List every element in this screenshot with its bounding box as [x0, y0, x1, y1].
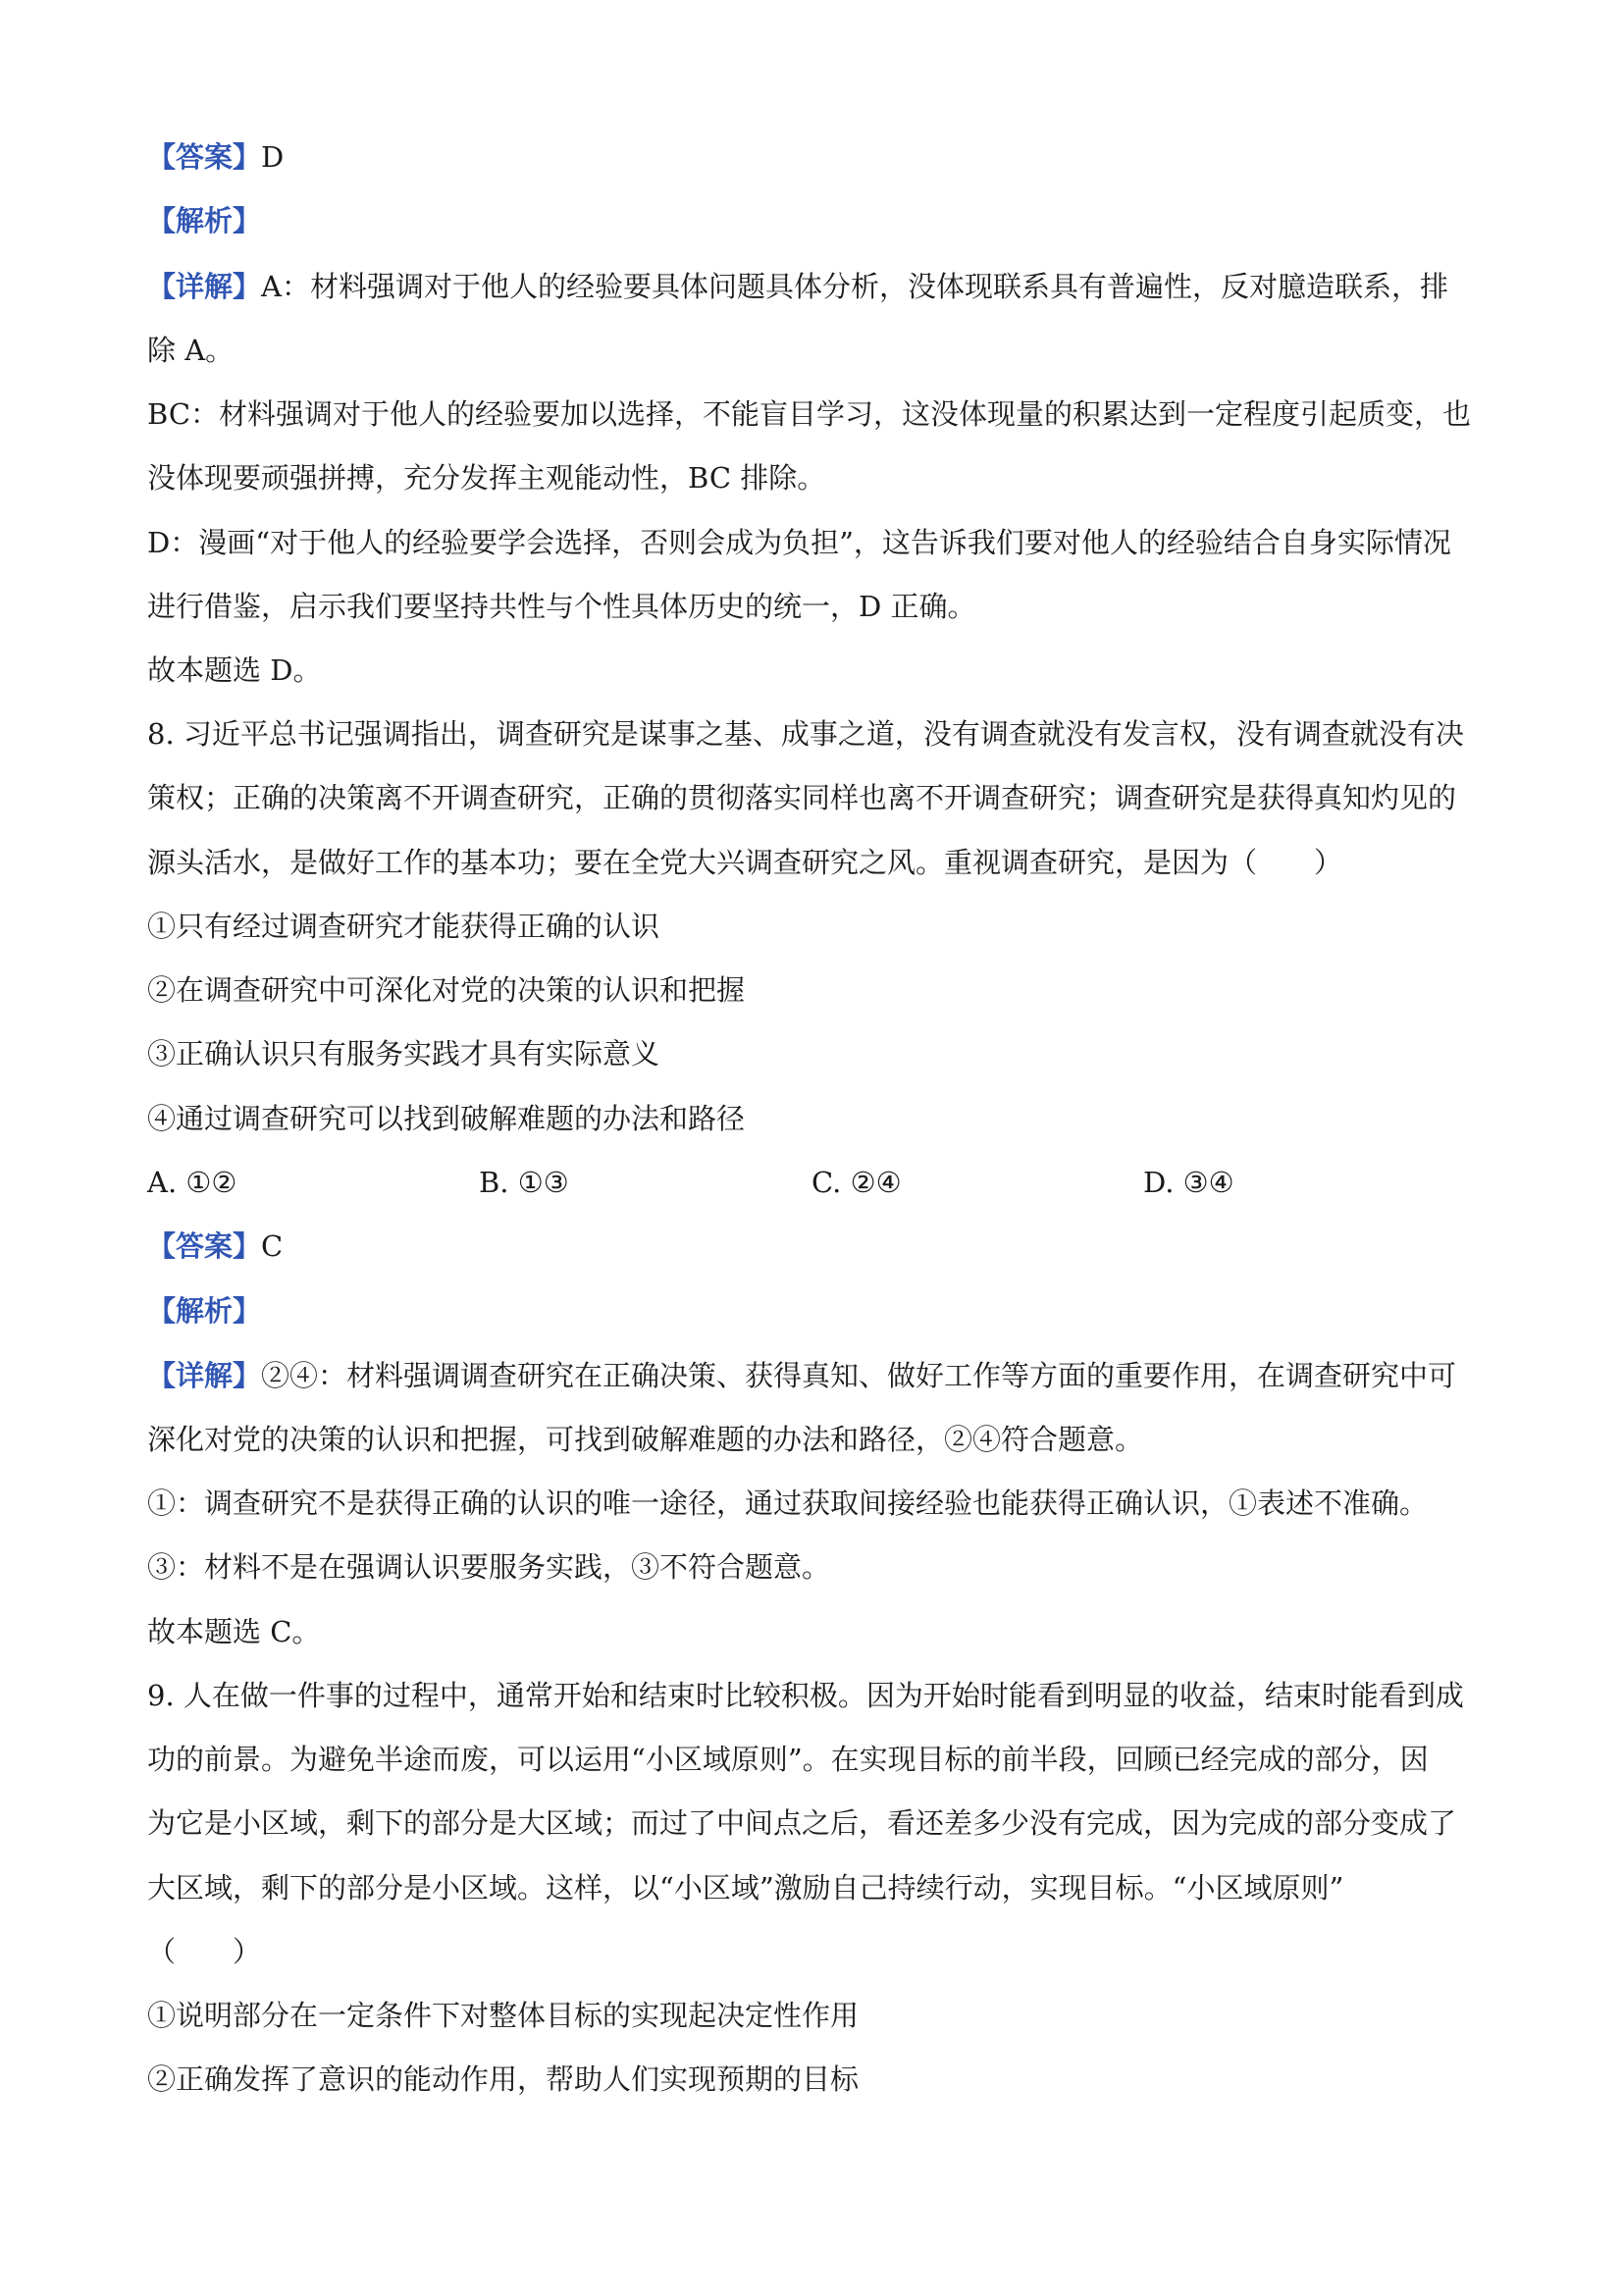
line-text: ①：调查研究不是获得正确的认识的唯一途径，通过获取间接经验也能获得正确认识，①表述不准确。 — [147, 1487, 1429, 1520]
choice-option: D. ③④ — [1143, 1166, 1234, 1199]
line-text: ③正确认识只有服务实践才具有实际意义 — [147, 1037, 660, 1070]
text-line — [147, 1484, 1486, 1523]
line-text: BC：材料强调对于他人的经验要加以选择，不能盲目学习，这没体现量的积累达到一定程度引起质变，也 — [147, 397, 1472, 431]
text-line — [147, 1868, 1486, 1907]
labeled-line — [147, 267, 1486, 306]
line-text: ②正确发挥了意识的能动作用，帮助人们实现预期的目标 — [147, 2062, 860, 2096]
section-tag: 【答案】 — [147, 1229, 262, 1263]
line-text: 深化对党的决策的认识和把握，可找到破解难题的办法和路径，②④符合题意。 — [147, 1423, 1144, 1456]
text-line — [147, 1996, 1486, 2035]
line-text: ②④：材料强调调查研究在正确决策、获得真知、做好工作等方面的重要作用，在调查研究中可 — [261, 1359, 1457, 1392]
line-text: 策权；正确的决策离不开调查研究，正确的贯彻落实同样也离不开调查研究；调查研究是获得真知灼见的 — [147, 781, 1457, 814]
text-line — [147, 394, 1486, 434]
section-tag: 【解析】 — [147, 1294, 262, 1328]
line-text: ②在调查研究中可深化对党的决策的认识和把握 — [147, 973, 746, 1007]
line-text: ①说明部分在一定条件下对整体目标的实现起决定性作用 — [147, 1999, 860, 2032]
text-line — [147, 651, 1486, 690]
text-line — [147, 458, 1486, 497]
section-tag: 【解析】 — [147, 204, 262, 237]
line-text: ①只有经过调查研究才能获得正确的认识 — [147, 910, 660, 943]
text-line — [147, 970, 1486, 1010]
text-line — [147, 1547, 1486, 1587]
line-text: 除 A。 — [147, 334, 235, 367]
line-text: 源头活水，是做好工作的基本功；要在全党大兴调查研究之风。重视调查研究，是因为（ ） — [147, 846, 1343, 879]
text-line — [147, 523, 1486, 562]
labeled-line — [147, 201, 1486, 240]
text-line — [147, 1420, 1486, 1459]
line-text: 8. 习近平总书记强调指出，调查研究是谋事之基、成事之道，没有调查就没有发言权，没有调查就没有决 — [147, 717, 1464, 751]
text-line — [147, 1740, 1486, 1779]
line-text: 9. 人在做一件事的过程中，通常开始和结束时比较积极。因为开始时能看到明显的收益，结束时能看到成 — [147, 1679, 1464, 1712]
labeled-line — [147, 1291, 1486, 1331]
labeled-line — [147, 1356, 1486, 1395]
labeled-line — [147, 1226, 1486, 1266]
line-text: ④通过调查研究可以找到破解难题的办法和路径 — [147, 1102, 746, 1135]
line-text: D — [261, 140, 285, 174]
line-text: 故本题选 C。 — [147, 1615, 321, 1648]
text-line — [147, 1932, 1486, 1971]
line-text: A：材料强调对于他人的经验要具体问题具体分析，没体现联系具有普遍性，反对臆造联系，排 — [261, 270, 1448, 303]
line-text: 故本题选 D。 — [147, 653, 322, 687]
section-tag: 【详解】 — [147, 270, 262, 303]
text-line — [147, 714, 1486, 754]
line-text: 没体现要顽强拼搏，充分发挥主观能动性，BC 排除。 — [147, 461, 826, 495]
section-tag: 【详解】 — [147, 1359, 262, 1392]
text-line — [147, 907, 1486, 946]
text-line — [147, 1034, 1486, 1073]
line-text: 为它是小区域，剩下的部分是大区域；而过了中间点之后，看还差多少没有完成，因为完成的部分变成了 — [147, 1806, 1457, 1840]
line-text: 功的前景。为避免半途而废，可以运用“小区域原则”。在实现目标的前半段，回顾已经完成的部分，因 — [147, 1743, 1429, 1776]
choice-option: A. ①② — [147, 1166, 237, 1199]
line-text: 大区域，剩下的部分是小区域。这样，以“小区域”激励自己持续行动，实现目标。“小区域原则” — [147, 1871, 1344, 1905]
text-line — [147, 331, 1486, 370]
text-line — [147, 778, 1486, 817]
labeled-line — [147, 137, 1486, 177]
line-text: D：漫画“对于他人的经验要学会选择，否则会成为负担”，这告诉我们要对他人的经验结合自身实际情况 — [147, 526, 1451, 559]
line-text: （ ） — [147, 1935, 262, 1968]
text-line — [147, 1803, 1486, 1843]
line-text: C — [261, 1229, 284, 1263]
text-line — [147, 843, 1486, 882]
section-tag: 【答案】 — [147, 140, 262, 174]
choice-option: C. ②④ — [812, 1166, 902, 1199]
line-text: 进行借鉴，启示我们要坚持共性与个性具体历史的统一，D 正确。 — [147, 590, 976, 623]
choice-option: B. ①③ — [479, 1166, 569, 1199]
text-line — [147, 587, 1486, 626]
text-line — [147, 1612, 1486, 1651]
line-text: ③：材料不是在强调认识要服务实践，③不符合题意。 — [147, 1550, 831, 1584]
text-line — [147, 1676, 1486, 1715]
text-line — [147, 1099, 1486, 1138]
text-line — [147, 2060, 1486, 2099]
